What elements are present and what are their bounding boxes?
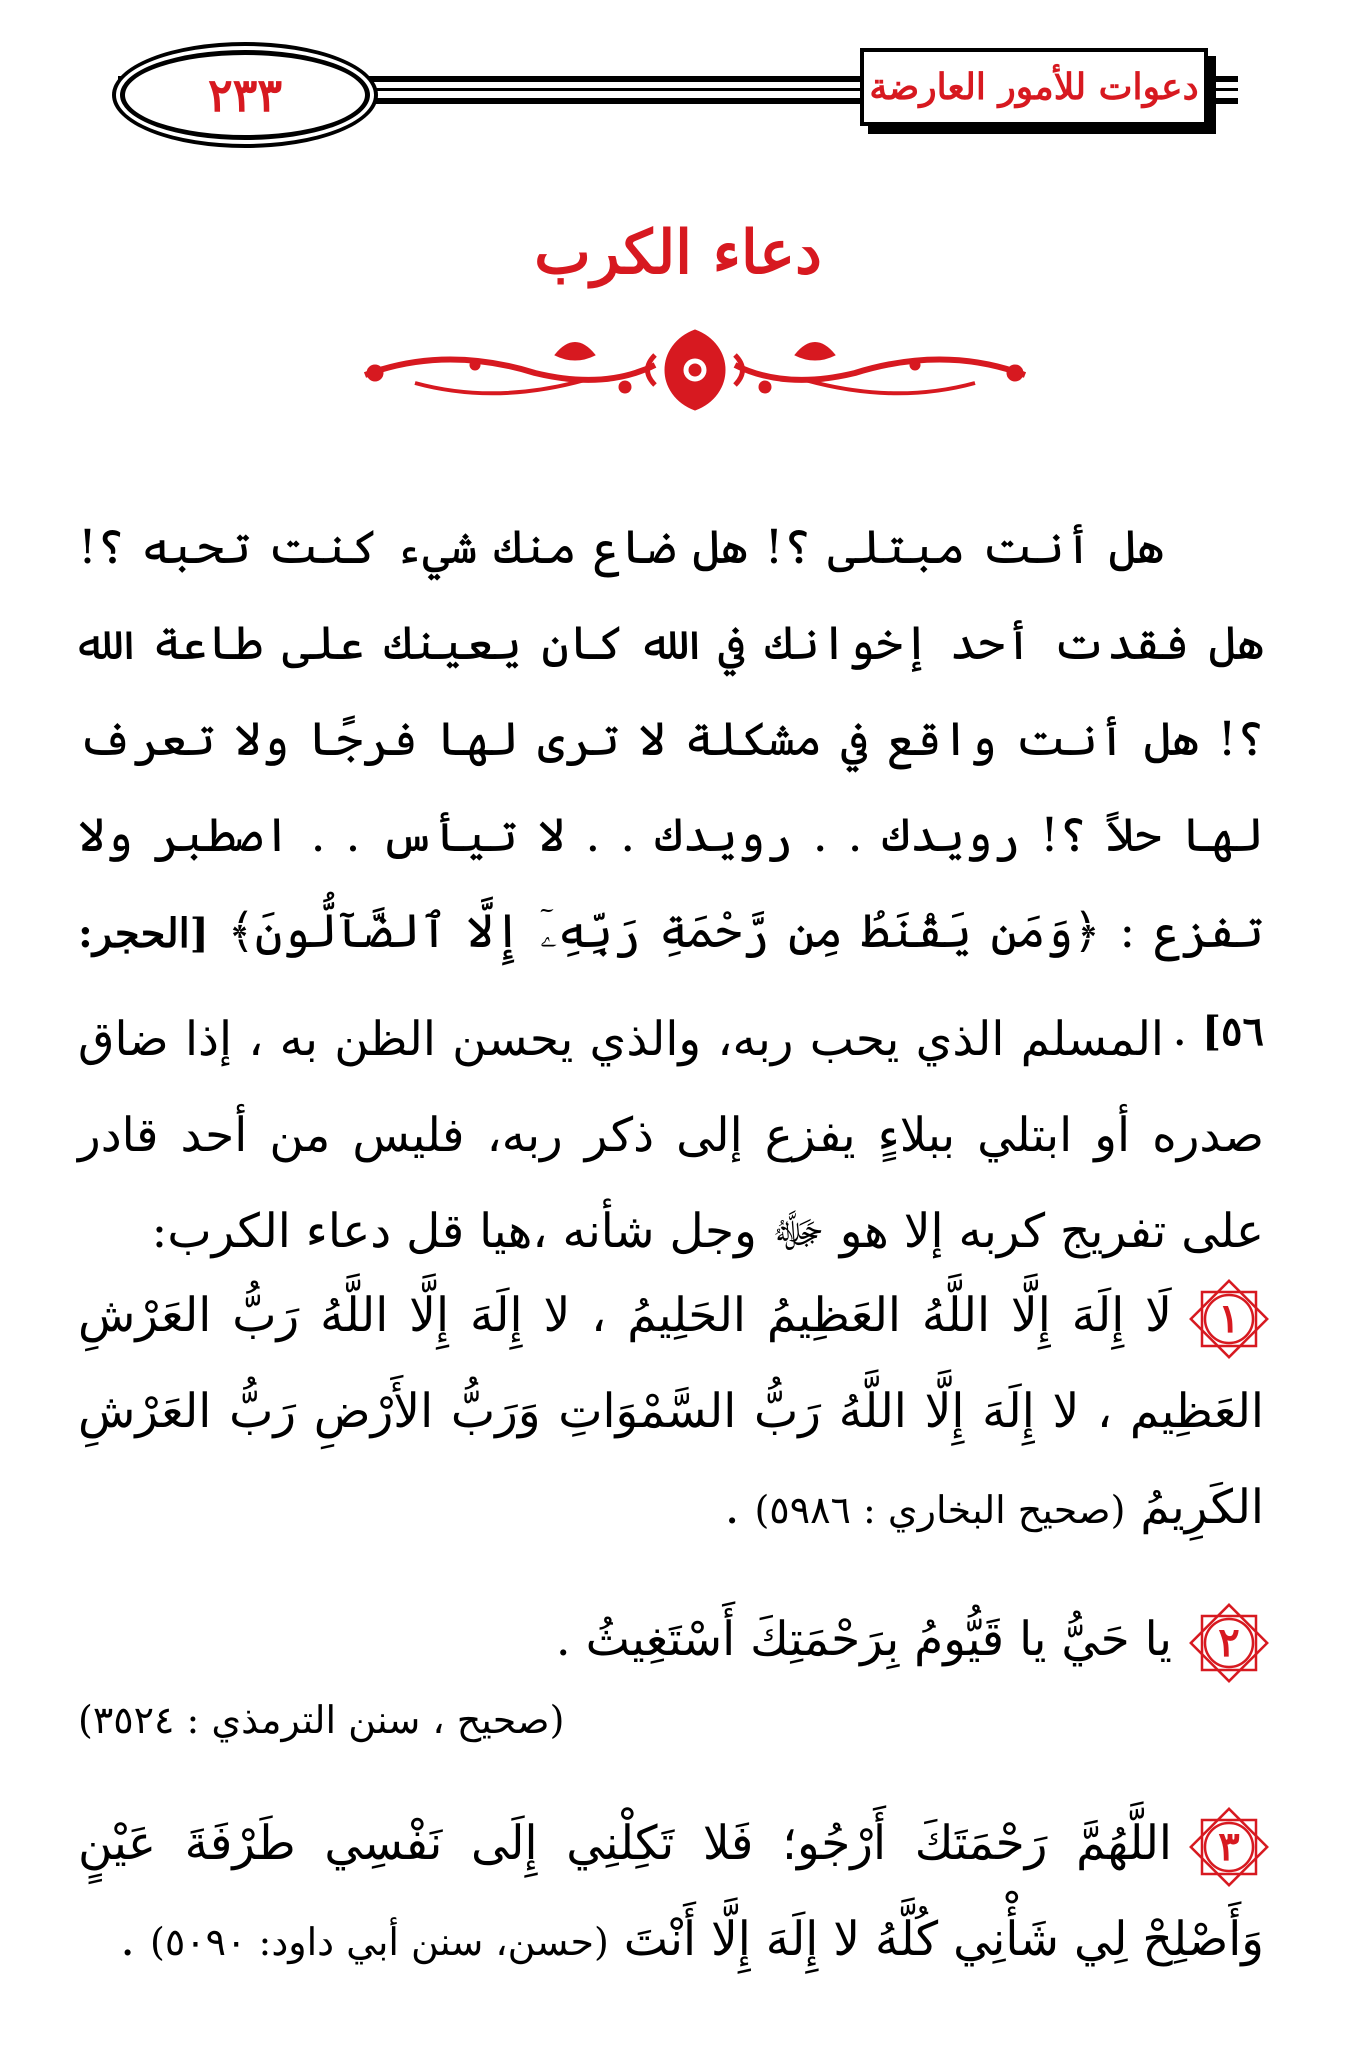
- context-paragraph: المسلم الذي يحب ربه، والذي يحسن الظن به ، إذا ضاق صدره أو ابتلي ببلاءٍ يفزع إلى ذكر ربه، فليس من أحد قادر على تفريج كربه إلا هو ﷻ وجل شأنه ،هيا قل دعاء الكرب:: [78, 1012, 1264, 1259]
- dua-text: لَا إِلَهَ إِلَّا اللَّهُ العَظِيمُ الحَلِيمُ ، لا إِلَهَ إِلَّا اللَّهُ رَبُّ العَرْشِ العَظِيم ، لا إِلَهَ إِلَّا اللَّهُ رَبُّ السَّمْوَاتِ وَرَبُّ الأَرْضِ رَبُّ العَرْشِ الكَرِيمُ: [78, 1288, 1264, 1535]
- quran-verse: ﴿وَمَن يَقْنَطُ مِن رَّحْمَةِ رَبِّهِۦٓ إِلَّا ٱلضَّآلُّونَ﴾: [227, 904, 1101, 959]
- number-star-icon: [1194, 1284, 1264, 1354]
- sentence-end: .: [724, 1480, 755, 1535]
- dua-item-1: [78, 1268, 1264, 1558]
- hadith-reference: (صحيح ، سنن الترمذي : ٣٥٢٤): [78, 1698, 565, 1742]
- book-title: دعوات للأمور العارضة: [860, 48, 1208, 126]
- number-star-icon: [1194, 1812, 1264, 1882]
- sentence-end: .: [120, 1912, 150, 1967]
- hadith-reference: (صحيح البخاري : ٥٩٨٦): [754, 1488, 1126, 1532]
- dua-text: يا حَيُّ يا قَيُّومُ بِرَحْمَتِكَ أَسْتَغِيثُ .: [555, 1612, 1172, 1667]
- item-number: ٣: [1218, 1823, 1240, 1870]
- dua-item-3: [78, 1796, 1264, 1990]
- ornament-divider: [355, 325, 1035, 415]
- dua-text: اللَّهُمَّ رَحْمَتَكَ أَرْجُو؛ فَلا تَكِلْنِي إِلَى نَفْسِي طَرْفَةَ عَيْنٍ وَأَصْلِحْ لِي شَأْنِي كُلَّهُ لا إِلَهَ إِلَّا أَنْتَ: [78, 1816, 1264, 1967]
- intro-text: هل أنت مبتلى ؟! هل ضاع منك شيء كنت تحبه ؟! هل فقدت أحد إخوانك في الله كان يعينك على طاعة الله ؟! هل أنت واقع في مشكلة لا ترى لها فرجًا ولا تعرف لها حلاً ؟! رويدك . . رويدك . . لا تيأس . . اصطبر ولا تفزع :: [78, 520, 1264, 959]
- item-number: ٢: [1218, 1619, 1240, 1666]
- page-header: [78, 48, 1278, 140]
- quran-reference: [الحجر: ٥٦]: [78, 910, 1264, 1055]
- item-number: ١: [1218, 1295, 1240, 1342]
- sentence-end: .: [1172, 1002, 1203, 1057]
- hadith-reference: (حسن، سنن أبي داود: ٥٠٩٠): [149, 1920, 609, 1964]
- dua-item-2: [78, 1592, 1264, 1688]
- chapter-title: دعاء الكرب: [534, 218, 822, 288]
- page-number: ٢٣٣: [120, 50, 370, 140]
- number-star-icon: [1194, 1608, 1264, 1678]
